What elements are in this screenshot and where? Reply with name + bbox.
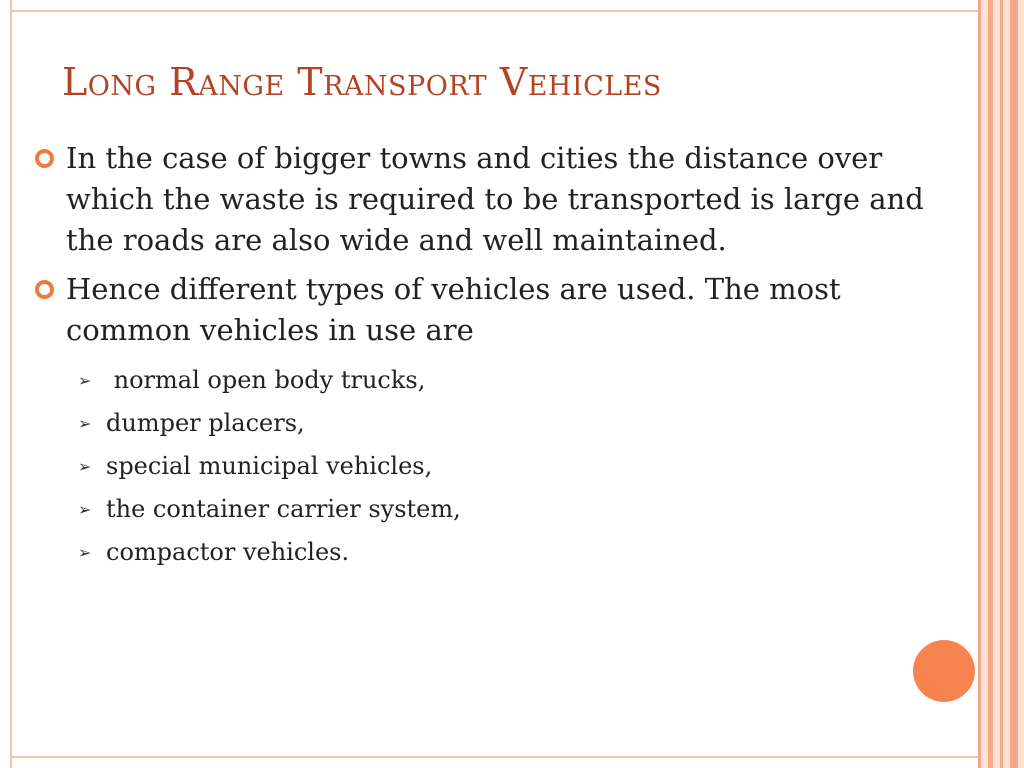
arrowhead-icon: ➢ xyxy=(78,500,92,519)
arrowhead-icon: ➢ xyxy=(78,414,92,433)
decorative-stripe xyxy=(1010,0,1018,768)
list-item-text: the container carrier system, xyxy=(106,495,461,523)
frame-top-line xyxy=(10,10,1024,12)
arrowhead-icon: ➢ xyxy=(78,457,92,476)
bullet-text: Hence different types of vehicles are used. The most common vehicles in use are xyxy=(66,272,841,347)
slide-title: Long Range Transport Vehicles xyxy=(62,60,662,104)
vehicle-list xyxy=(34,359,934,574)
list-item xyxy=(34,488,934,531)
decorative-stripe xyxy=(988,0,993,768)
arrowhead-icon: ➢ xyxy=(78,543,92,562)
orange-ring-bullet-icon xyxy=(35,280,54,299)
decorative-circle xyxy=(913,640,975,702)
list-item-text: special municipal vehicles, xyxy=(106,452,433,480)
list-item-text: normal open body trucks, xyxy=(106,366,426,394)
orange-ring-bullet-icon xyxy=(35,149,54,168)
list-item-text: compactor vehicles. xyxy=(106,538,350,566)
decorative-stripe xyxy=(978,0,981,768)
slide-content xyxy=(34,138,934,574)
bullet-item xyxy=(34,269,934,351)
decorative-stripe xyxy=(1000,0,1003,768)
bullet-item xyxy=(34,138,934,261)
list-item xyxy=(34,445,934,488)
bullet-text: In the case of bigger towns and cities the distance over which the waste is required to be transported is large and the roads are also wide and well maintained. xyxy=(66,141,924,257)
list-item xyxy=(34,359,934,402)
frame-bottom-line xyxy=(10,756,1024,758)
frame-left-line xyxy=(10,0,12,768)
list-item-text: dumper placers, xyxy=(106,409,305,437)
list-item xyxy=(34,531,934,574)
list-item xyxy=(34,402,934,445)
arrowhead-icon: ➢ xyxy=(78,371,92,390)
